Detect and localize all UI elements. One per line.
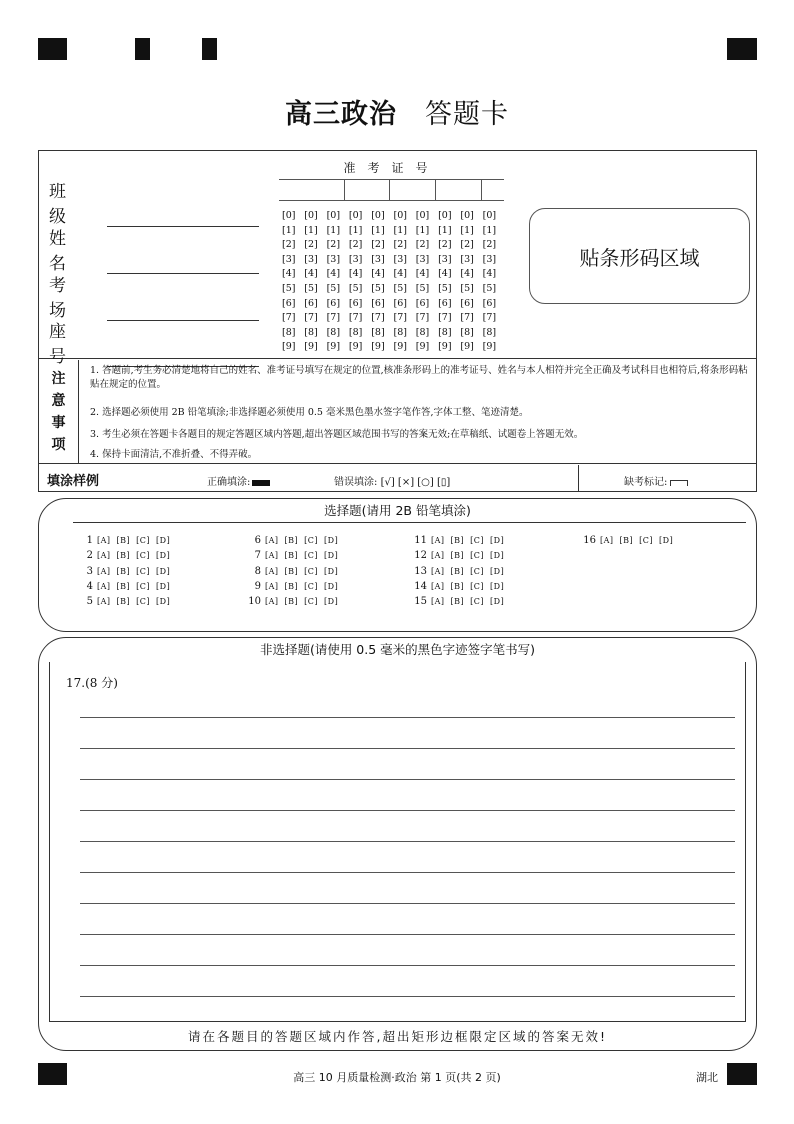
option-bubble[interactable]: [C] [304,597,319,607]
question-number: 15 [414,596,427,608]
digit-bubble[interactable]: [0] [482,210,497,221]
option-bubble[interactable]: [B] [116,581,131,591]
digit-bubble[interactable]: [1] [326,224,341,236]
option-bubble[interactable]: [A] [431,566,445,576]
digit-bubble[interactable]: [2] [371,239,385,251]
digit-bubble[interactable]: [2] [482,239,497,251]
field-label: 姓名 [49,229,80,274]
digit-bubble[interactable]: [9] [371,341,385,353]
digit-bubble[interactable]: [6] [415,297,430,309]
digit-bubble[interactable]: [3] [326,253,341,265]
option-bubble[interactable]: [A] [431,551,445,561]
correct-fill: 正确填涂: [207,473,270,488]
digit-bubble[interactable]: [0] [326,210,341,221]
option-bubble[interactable]: [D] [490,597,505,607]
question-number: 11 [414,535,427,546]
ticket-boxes[interactable] [279,179,504,201]
question-number: 14 [414,580,427,592]
option-bubble[interactable]: [A] [431,581,445,591]
option-bubble[interactable]: [A] [97,566,111,576]
question-row [413,579,510,594]
option-bubble[interactable]: [C] [304,581,319,591]
option-bubble[interactable]: [A] [600,536,614,545]
option-bubble[interactable]: [B] [116,536,131,545]
digit-bubble[interactable]: [3] [371,253,385,265]
option-bubble[interactable]: [B] [284,551,299,561]
digit-bubble[interactable]: [3] [438,253,452,265]
digit-bubble[interactable]: [7] [393,312,407,324]
digit-bubble[interactable]: [5] [326,282,341,294]
registration-mark [202,38,217,60]
digit-bubble[interactable]: [5] [482,282,497,294]
question-column [79,533,176,609]
choice-section [38,498,757,632]
divider [73,522,746,523]
digit-bubble[interactable]: [9] [326,341,341,353]
page-title [0,92,794,131]
option-bubble[interactable]: [B] [450,566,465,576]
barcode-area [529,208,750,304]
answer-line[interactable] [80,810,735,811]
barcode-label: 贴条形码区域 [579,245,700,270]
option-bubble[interactable]: [A] [265,551,279,561]
question-number: 5 [86,596,93,608]
option-bubble[interactable]: [B] [116,597,131,607]
digit-bubble[interactable]: [2] [460,239,474,251]
answer-line[interactable] [80,841,735,842]
option-bubble[interactable]: [C] [470,581,485,591]
answer-line[interactable] [80,934,735,935]
page-footer: 高三 10 月质量检测·政治 第 1 页(共 2 页) [293,1071,501,1084]
ticket-box[interactable] [482,180,504,200]
digit-bubble[interactable]: [8] [482,326,497,338]
question-row [247,594,344,609]
digit-bubble[interactable]: [6] [393,297,407,309]
digit-bubble[interactable]: [4] [415,268,430,280]
option-bubble[interactable]: [C] [304,536,319,545]
digit-bubble[interactable]: [9] [348,341,363,353]
question-number: 10 [248,596,261,608]
option-bubble[interactable]: [A] [265,536,279,545]
digit-bubble[interactable]: [1] [460,224,474,236]
digit-bubble[interactable]: [1] [393,224,407,236]
digit-bubble[interactable]: [9] [304,341,318,353]
question-column [247,533,344,609]
digit-bubble[interactable]: [7] [460,312,474,324]
question-row [413,548,510,563]
option-bubble[interactable]: [C] [470,597,485,607]
ticket-box[interactable] [390,180,436,200]
question-row [413,533,510,548]
digit-bubble[interactable]: [4] [304,268,318,280]
wrong-fill: 错误填涂: [√] [×] [○] [▯] [334,477,451,488]
question-number: 1 [86,535,93,546]
question-row [79,564,176,579]
digit-bubble[interactable]: [0] [415,210,430,221]
digit-bubble[interactable]: [5] [393,282,407,294]
notes-label: 注 意 事 项 [39,360,79,464]
digit-bubble[interactable]: [2] [415,239,430,251]
digit-bubble[interactable]: [1] [438,224,452,236]
region-label: 湖北 [696,1071,718,1084]
question-number: 16 [583,535,596,546]
question-row [413,594,510,609]
question-row [79,548,176,563]
question-row [413,564,510,579]
option-bubble[interactable]: [B] [284,536,299,545]
class-field[interactable] [49,177,259,227]
option-bubble[interactable]: [D] [156,581,171,591]
digit-bubble[interactable]: [7] [415,312,430,324]
option-bubble[interactable]: [D] [490,536,505,545]
digit-bubble[interactable]: [0] [393,210,407,221]
digit-bubble[interactable]: [6] [438,297,452,309]
digit-bubble[interactable]: [4] [348,268,363,280]
digit-bubble[interactable]: [0] [304,210,318,221]
option-bubble[interactable]: [A] [97,536,111,545]
option-bubble[interactable]: [C] [136,566,151,576]
digit-bubble[interactable]: [2] [393,239,407,251]
ticket-number [279,159,504,201]
option-bubble[interactable]: [C] [136,581,151,591]
option-bubble[interactable]: [C] [639,536,654,545]
option-bubble[interactable]: [B] [450,597,465,607]
registration-mark [727,38,757,60]
option-bubble[interactable]: [D] [156,566,171,576]
answer-line[interactable] [80,903,735,904]
digit-bubble[interactable]: [6] [304,297,318,309]
digit-bubble[interactable]: [5] [438,282,452,294]
candidate-info [39,151,756,367]
question-number: 6 [254,535,261,546]
answer-area[interactable] [49,662,746,1022]
option-bubble[interactable]: [A] [97,551,111,561]
option-bubble[interactable]: [C] [136,551,151,561]
digit-bubble[interactable]: [3] [304,253,318,265]
answer-line[interactable] [80,779,735,780]
digit-bubble[interactable]: [7] [438,312,452,324]
title-sub: 答题卡 [425,99,509,130]
option-bubble[interactable]: [C] [470,536,485,545]
question-number: 9 [254,580,261,592]
digit-bubble[interactable]: [2] [438,239,452,251]
digit-bubble[interactable]: [8] [415,326,430,338]
option-bubble[interactable]: [D] [324,581,339,591]
digit-bubble[interactable]: [6] [371,297,385,309]
question-row [79,594,176,609]
digit-bubble[interactable]: [4] [326,268,341,280]
option-bubble[interactable]: [C] [136,536,151,545]
digit-bubble[interactable]: [9] [482,341,497,353]
option-bubble[interactable]: [B] [284,581,299,591]
question-number: 12 [414,550,427,562]
digit-bubble[interactable]: [3] [415,253,430,265]
name-field[interactable] [49,224,259,274]
ticket-box[interactable] [436,180,482,200]
option-bubble[interactable]: [A] [265,597,279,607]
digit-bubble[interactable]: [1] [348,224,363,236]
option-bubble[interactable]: [A] [265,581,279,591]
digit-bubble[interactable]: [6] [460,297,474,309]
digit-bubble[interactable]: [0] [282,210,296,221]
field-label: 班级 [49,182,80,227]
digit-bubble[interactable]: [7] [282,312,296,324]
digit-bubble[interactable]: [9] [460,341,474,353]
ticket-label: 准考证号 [343,161,440,175]
option-bubble[interactable]: [A] [97,581,111,591]
digit-bubble[interactable]: [5] [282,282,296,294]
digit-bubble[interactable]: [6] [282,297,296,309]
digit-bubble[interactable]: [5] [415,282,430,294]
digit-bubble[interactable]: [8] [282,326,296,338]
digit-bubble[interactable]: [3] [460,253,474,265]
option-bubble[interactable]: [A] [97,597,111,607]
digit-bubble[interactable]: [7] [482,312,497,324]
title-main: 高三政治 [285,99,397,130]
digit-bubble[interactable]: [8] [371,326,385,338]
field-label: 考场 [49,276,80,321]
digit-bubble[interactable]: [8] [348,326,363,338]
registration-mark [38,38,67,60]
question-row [247,548,344,563]
option-bubble[interactable]: [D] [324,566,339,576]
sample-label: 填涂样例 [47,474,100,489]
option-bubble[interactable]: [D] [156,597,171,607]
field-label: 座号 [49,322,80,367]
digit-bubble[interactable]: [9] [415,341,430,353]
digit-bubble[interactable]: [9] [282,341,296,353]
option-bubble[interactable]: [D] [324,597,339,607]
digit-bubble[interactable]: [5] [304,282,318,294]
digit-bubble[interactable]: [2] [348,239,363,251]
option-bubble[interactable]: [D] [490,551,505,561]
digit-bubble[interactable]: [1] [282,224,296,236]
digit-bubble[interactable]: [7] [371,312,385,324]
note-item: 3. 考生必须在答题卡各题目的规定答题区域内答题,超出答题区域范围书写的答案无效;在草稿纸、试题卷上答题无效。 [90,429,584,440]
option-bubble[interactable]: [A] [431,536,445,545]
nonchoice-section [38,637,757,1051]
note-item: 2. 选择题必须使用 2B 铅笔填涂;非选择题必须使用 0.5 毫米黑色墨水签字笔作答,字体工整、笔迹清楚。 [90,407,529,418]
option-bubble[interactable]: [D] [490,581,505,591]
question-label: 17.(8 分) [66,676,118,690]
digit-bubble[interactable]: [1] [304,224,318,236]
digit-bubble[interactable]: [9] [393,341,407,353]
question-row [582,533,679,548]
option-bubble[interactable]: [B] [284,566,299,576]
option-bubble[interactable]: [C] [136,597,151,607]
info-box [38,150,757,492]
digit-bubble[interactable]: [0] [371,210,385,221]
boundary-warning: 请在各题目的答题区域内作答,超出矩形边框限定区域的答案无效! [188,1029,607,1044]
ticket-box[interactable] [345,180,391,200]
digit-bubble[interactable]: [0] [438,210,452,221]
digit-bubble[interactable]: [0] [348,210,363,221]
digit-bubble[interactable]: [3] [348,253,363,265]
option-bubble[interactable]: [D] [490,566,505,576]
question-row [247,579,344,594]
digit-bubble[interactable]: [5] [371,282,385,294]
question-row [247,533,344,548]
question-column [413,533,510,609]
fill-sample [39,465,756,491]
filled-mark [252,480,270,486]
digit-bubble[interactable]: [7] [326,312,341,324]
exam-room-field[interactable] [49,271,259,321]
option-bubble[interactable]: [B] [450,536,465,545]
digit-bubble[interactable]: [8] [304,326,318,338]
option-bubble[interactable]: [A] [265,566,279,576]
answer-line[interactable] [80,748,735,749]
option-bubble[interactable]: [B] [450,551,465,561]
ticket-digit-grid[interactable] [282,209,505,354]
digit-bubble[interactable]: [6] [348,297,363,309]
nonchoice-title: 非选择题(请使用 0.5 毫米的黑色字迹签字笔书写) [259,642,536,657]
question-row [79,579,176,594]
absent-mark: 缺考标记: [624,473,688,488]
digit-bubble[interactable]: [4] [482,268,497,280]
digit-bubble[interactable]: [2] [282,239,296,251]
digit-bubble[interactable]: [2] [304,239,318,251]
option-bubble[interactable]: [C] [304,551,319,561]
option-bubble[interactable]: [C] [304,566,319,576]
wrong-marks: [√] [×] [○] [▯] [380,477,451,488]
note-item: 1. 答题前,考生务必清楚地将自己的姓名、准考证号填写在规定的位置,核准条形码上的准考证号、姓名与本人相符并完全正确及考试科目也相符后,将条形码粘贴在规定的位置。 [90,365,748,390]
digit-bubble[interactable]: [6] [326,297,341,309]
option-bubble[interactable]: [A] [431,597,445,607]
option-bubble[interactable]: [B] [619,536,634,545]
registration-mark [135,38,150,60]
digit-bubble[interactable]: [3] [282,253,296,265]
digit-bubble[interactable]: [4] [393,268,407,280]
absent-box[interactable] [670,480,688,486]
digit-bubble[interactable]: [8] [326,326,341,338]
digit-bubble[interactable]: [8] [460,326,474,338]
option-bubble[interactable]: [D] [156,536,171,545]
answer-line[interactable] [80,965,735,966]
digit-bubble[interactable]: [4] [438,268,452,280]
digit-bubble[interactable]: [0] [460,210,474,221]
digit-bubble[interactable]: [1] [482,224,497,236]
option-bubble[interactable]: [C] [470,551,485,561]
question-row [247,564,344,579]
digit-bubble[interactable]: [4] [371,268,385,280]
option-bubble[interactable]: [D] [659,536,674,545]
divider [578,465,579,491]
option-bubble[interactable]: [D] [324,536,339,545]
answer-line[interactable] [80,872,735,873]
digit-bubble[interactable]: [3] [393,253,407,265]
digit-bubble[interactable]: [3] [482,253,497,265]
digit-bubble[interactable]: [7] [304,312,318,324]
ticket-box[interactable] [279,180,345,200]
question-number: 13 [414,565,427,577]
option-bubble[interactable]: [B] [450,581,465,591]
digit-bubble[interactable]: [4] [282,268,296,280]
digit-bubble[interactable]: [8] [438,326,452,338]
digit-bubble[interactable]: [9] [438,341,452,353]
digit-bubble[interactable]: [8] [393,326,407,338]
answer-line[interactable] [80,996,735,997]
option-bubble[interactable]: [D] [156,551,171,561]
choice-title: 选择题(请用 2B 铅笔填涂) [324,503,471,518]
digit-bubble[interactable]: [4] [460,268,474,280]
option-bubble[interactable]: [B] [116,566,131,576]
answer-line[interactable] [80,717,735,718]
option-bubble[interactable]: [B] [116,551,131,561]
question-row [79,533,176,548]
digit-bubble[interactable]: [1] [415,224,430,236]
option-bubble[interactable]: [D] [324,551,339,561]
digit-bubble[interactable]: [2] [326,239,341,251]
digit-bubble[interactable]: [5] [460,282,474,294]
question-number: 3 [86,565,93,577]
question-number: 8 [254,565,261,577]
question-number: 7 [254,550,261,562]
question-number: 2 [86,550,93,562]
notes-section [39,360,756,464]
option-bubble[interactable]: [C] [470,566,485,576]
question-column [582,533,679,548]
question-number: 4 [86,580,93,592]
digit-bubble[interactable]: [6] [482,297,497,309]
digit-bubble[interactable]: [7] [348,312,363,324]
digit-bubble[interactable]: [1] [371,224,385,236]
digit-bubble[interactable]: [5] [348,282,363,294]
note-item: 4. 保持卡面清洁,不准折叠、不得弄破。 [90,449,258,460]
option-bubble[interactable]: [B] [284,597,299,607]
